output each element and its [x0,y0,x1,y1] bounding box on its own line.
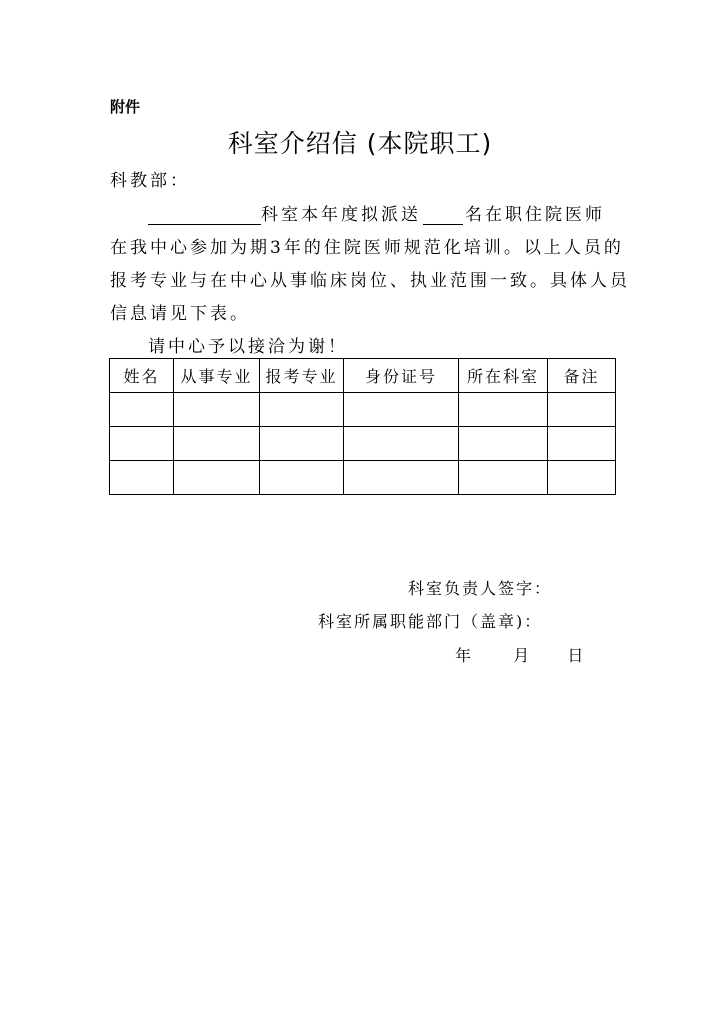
table-cell[interactable] [260,427,344,461]
table-cell[interactable] [174,393,260,427]
request-line: 请中心予以接洽为谢！ [148,337,348,357]
table-cell[interactable] [459,393,548,427]
table-cell[interactable] [548,427,616,461]
table-cell[interactable] [110,427,174,461]
table-cell[interactable] [459,461,548,495]
header-applied-specialty: 报考专业 [260,359,344,393]
page-title: 科室介绍信 (本院职工) [227,129,493,158]
table-cell[interactable] [260,461,344,495]
table-header-row [110,359,616,393]
table-cell[interactable] [459,427,548,461]
year-label: 年 [455,646,474,665]
paragraph-line-4: 信息请见下表。 [110,304,250,324]
paragraph-line-1-text-a: 科室本年度拟派送 [261,205,421,225]
header-id-number: 身份证号 [344,359,459,393]
month-label: 月 [513,646,532,665]
header-current-specialty: 从事专业 [174,359,260,393]
table-cell[interactable] [260,393,344,427]
department-head-signature-label: 科室负责人签字： [408,579,553,598]
table-row [110,393,616,427]
table-row [110,461,616,495]
table-row [110,427,616,461]
attachment-label: 附件 [110,98,141,116]
paragraph-line-1 [148,200,605,225]
table-cell[interactable] [174,461,260,495]
paragraph-line-3: 报考专业与在中心从事临床岗位、执业范围一致。具体人员 [110,271,630,291]
header-name: 姓名 [110,359,174,393]
table-cell[interactable] [174,427,260,461]
date-line [455,643,585,666]
header-department: 所在科室 [459,359,548,393]
paragraph-line-1-text-b: 名在职住院医师 [465,205,605,225]
addressee: 科教部： [110,171,190,191]
department-blank [148,204,261,225]
paragraph-line-2: 在我中心参加为期3年的住院医师规范化培训。以上人员的 [110,238,624,258]
header-remarks: 备注 [548,359,616,393]
table-cell[interactable] [344,461,459,495]
table-cell[interactable] [344,393,459,427]
table-cell[interactable] [548,393,616,427]
table-cell[interactable] [110,393,174,427]
table-cell[interactable] [548,461,616,495]
table-cell[interactable] [344,427,459,461]
count-blank [423,204,463,225]
department-seal-label: 科室所属职能部门（盖章)： [318,612,543,631]
staff-info-table [109,358,616,495]
table-cell[interactable] [110,461,174,495]
day-label: 日 [567,646,586,665]
